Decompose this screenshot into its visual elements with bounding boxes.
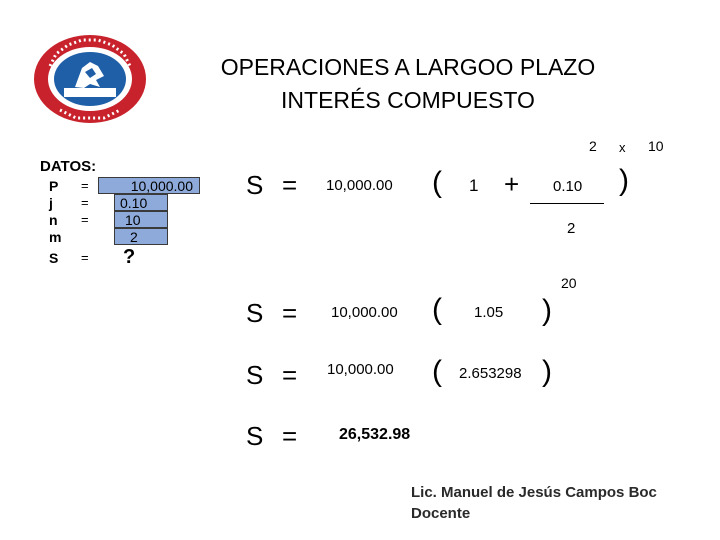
step2-s: S <box>246 298 264 328</box>
step3-eq: = <box>282 360 298 390</box>
datos-label-j: j <box>49 195 53 211</box>
datos-label-p: P <box>49 178 59 194</box>
step2-lparen: ( <box>432 293 442 326</box>
datos-value-m: 2 <box>114 228 168 245</box>
step3-factor: 2.653298 <box>459 365 522 382</box>
datos-eq-p: = <box>81 178 89 193</box>
page-title: OPERACIONES A LARGOO PLAZO <box>220 54 596 80</box>
step1-one: 1 <box>469 176 479 195</box>
step3-lparen: ( <box>432 355 442 388</box>
step2-exponent: 20 <box>561 275 577 291</box>
datos-value-p: 10,000.00 <box>98 177 200 194</box>
datos-eq-j: = <box>81 195 89 210</box>
datos-value-j: 0.10 <box>114 194 168 211</box>
step2-principal: 10,000.00 <box>331 304 398 321</box>
datos-label-m: m <box>49 229 62 245</box>
step2-base: 1.05 <box>474 304 504 321</box>
datos-header: DATOS: <box>40 158 97 175</box>
datos-label-n: n <box>49 212 58 228</box>
datos-value-n: 10 <box>114 211 168 228</box>
step2-rparen: ) <box>542 294 552 327</box>
step1-rate: 0.10 <box>553 178 583 195</box>
datos-label-s: S <box>49 250 59 266</box>
step4-s: S <box>246 421 264 451</box>
step1-exp-m: 2 <box>589 138 597 154</box>
step1-plus: + <box>504 169 520 199</box>
step4-result: 26,532.98 <box>339 426 411 443</box>
step3-rparen: ) <box>542 355 552 388</box>
datos-eq-s: = <box>81 250 89 265</box>
datos-eq-n: = <box>81 212 89 227</box>
author-credit: Lic. Manuel de Jesús Campos Boc Docente <box>411 484 657 522</box>
step1-lparen: ( <box>432 166 442 199</box>
step1-eq: = <box>282 170 298 200</box>
step3-principal: 10,000.00 <box>327 361 394 378</box>
step1-exp-x: x <box>619 140 626 155</box>
step1-s: S <box>246 170 264 200</box>
step2-eq: = <box>282 298 298 328</box>
step4-eq: = <box>282 421 298 451</box>
datos-value-s: ? <box>123 246 136 268</box>
step1-rparen: ) <box>619 164 629 197</box>
fraction-bar <box>530 203 604 204</box>
step1-exp-n: 10 <box>648 138 664 154</box>
page-subtitle: INTERÉS COMPUESTO <box>281 87 535 113</box>
step1-denominator: 2 <box>567 220 576 237</box>
step1-principal: 10,000.00 <box>326 177 393 194</box>
step3-s: S <box>246 360 264 390</box>
